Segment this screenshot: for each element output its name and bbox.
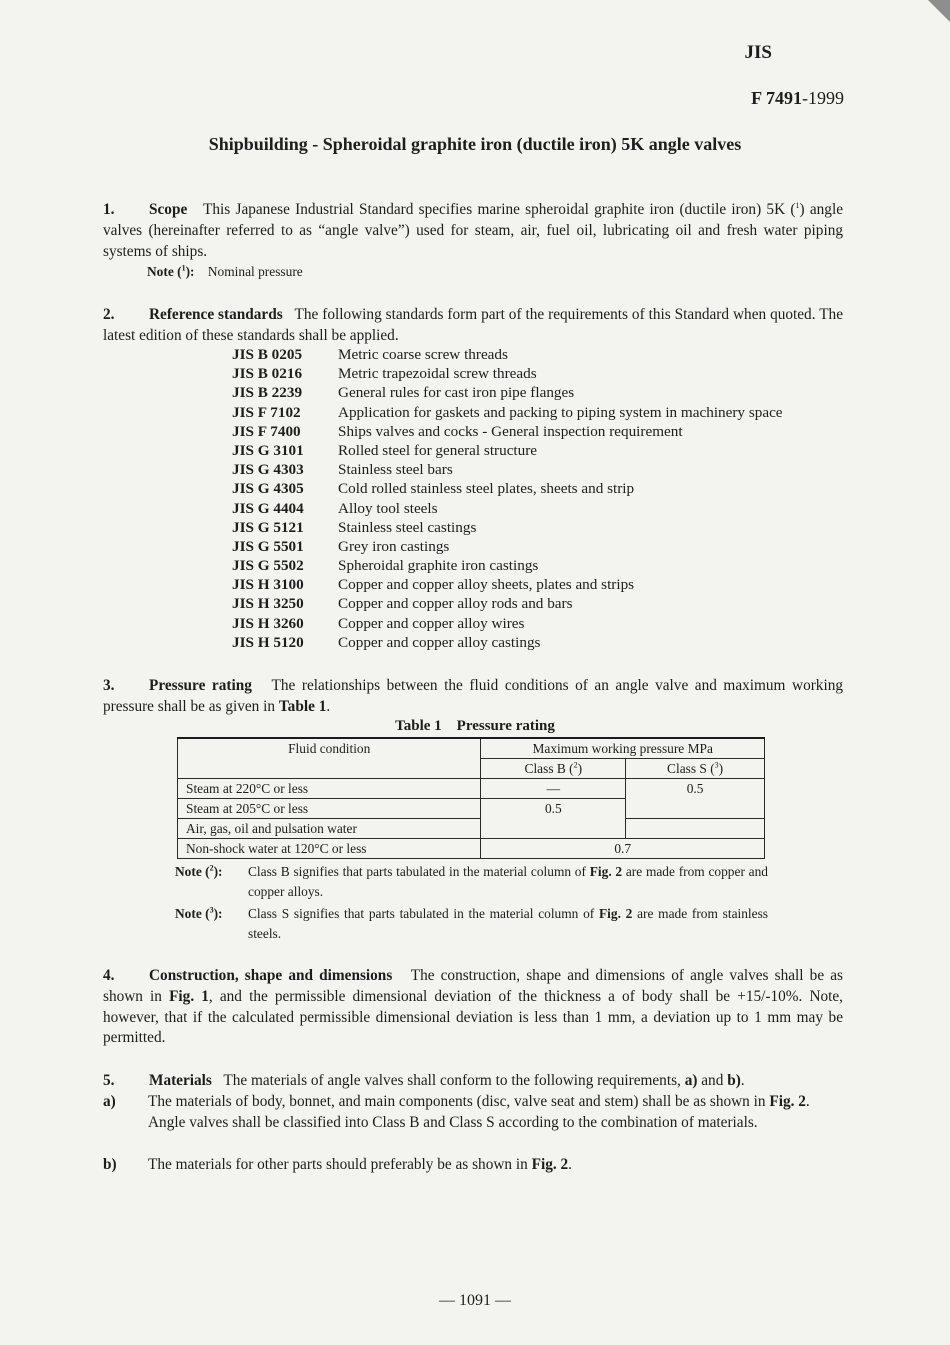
reference-code: JIS H 3100 [232, 576, 304, 594]
header-fluid-condition: Fluid condition [178, 738, 481, 779]
section-reference-standards [103, 305, 843, 347]
section-number: 2. [103, 306, 115, 323]
reference-code: JIS B 0216 [232, 365, 303, 383]
figure-reference: Fig. 1 [169, 987, 209, 1005]
figure-reference: Fig. 2 [531, 1156, 569, 1173]
header-number [751, 88, 844, 109]
note-label-text: Note ( [175, 864, 210, 879]
section-heading: Materials [149, 1072, 212, 1089]
reference-code: JIS G 4404 [232, 499, 304, 517]
section-text-mid: and [697, 1072, 728, 1089]
item-reference: b) [727, 1072, 741, 1089]
document-title: Shipbuilding - Spheroidal graphite iron (ductile iron) 5K angle valves [208, 134, 742, 154]
note-label [147, 264, 195, 279]
note-text [248, 862, 768, 902]
note-sup: 3 [209, 905, 214, 915]
item-text-end: . [568, 1156, 572, 1173]
reference-code: JIS F 7102 [232, 403, 301, 421]
reference-title: Metric coarse screw threads [338, 346, 508, 363]
reference-item [232, 383, 783, 402]
table-note-2 [175, 862, 775, 902]
item-text-end: . [805, 1093, 810, 1110]
reference-item [232, 518, 783, 537]
note-label-text: Note ( [147, 264, 182, 279]
reference-item [232, 575, 783, 594]
section-text: The relationships between the fluid conditions of an angle valve and maximum working pressure shall be as given in [103, 677, 844, 715]
header-standard: JIS [744, 42, 772, 63]
item-text [148, 1155, 845, 1176]
item-text [148, 1092, 845, 1134]
header-year: -1999 [802, 88, 844, 108]
page-corner-fold [928, 0, 950, 22]
section-text-cont: ) angle valves (hereinafter referred to as “angle valve”) used for steam, air, fuel oil, lubricating oil and fresh water piping systems of ships. [103, 201, 843, 260]
table-note-3 [175, 904, 775, 944]
reference-item [232, 364, 783, 383]
reference-title: Alloy tool steels [338, 499, 438, 517]
note-text: Nominal pressure [207, 264, 303, 279]
section-text-cont: , and the permissible dimensional deviation of the thickness a of body shall be +15/-10%. Note, however, that if the calculated permissible dimensional deviation is less than 1 mm, a deviation up to 1 mm may be permitted. [103, 987, 843, 1047]
section-text: The construction, shape and dimensions of angle valves shall be as shown in [103, 967, 843, 1005]
item-reference: a) [684, 1072, 698, 1089]
reference-item [232, 633, 783, 652]
reference-title: Copper and copper alloy wires [338, 614, 525, 632]
materials-item-a [103, 1092, 845, 1154]
reference-title: General rules for cast iron pipe flanges [338, 384, 575, 402]
fluid-cell: Steam at 220°C or less [178, 779, 481, 799]
class-b-sup: 2 [573, 760, 578, 770]
section-materials [103, 1071, 843, 1092]
table-row [178, 779, 765, 799]
section-heading: Reference standards [149, 306, 283, 323]
reference-code: JIS F 7400 [232, 422, 301, 440]
reference-list [232, 345, 783, 652]
reference-code: JIS G 5501 [232, 537, 304, 555]
table-header-row [178, 738, 765, 759]
pressure-rating-table [177, 737, 765, 859]
reference-title: Copper and copper alloy sheets, plates and strips [338, 576, 635, 594]
class-b-cell: — [481, 779, 626, 799]
header-max-pressure: Maximum working pressure MPa [481, 738, 765, 759]
table-caption: Table 1 Pressure rating [395, 718, 555, 734]
reference-title: Metric trapezoidal screw threads [338, 365, 537, 383]
section-construction [103, 966, 843, 1049]
reference-code: JIS G 4303 [232, 461, 304, 479]
reference-code: JIS G 5502 [232, 557, 304, 575]
class-s-close: ) [718, 761, 724, 776]
materials-item-b [103, 1155, 845, 1177]
note-label-end: ): [213, 864, 223, 879]
reference-item [232, 614, 783, 633]
reference-title: Spheroidal graphite iron castings [338, 557, 539, 575]
item-label: a) [103, 1093, 116, 1110]
fluid-cell: Non-shock water at 120°C or less [178, 839, 481, 859]
reference-code: JIS G 5121 [232, 518, 304, 536]
header-class-s [626, 759, 765, 779]
note-text-a: Class B signifies that parts tabulated in the material column of [248, 864, 590, 879]
reference-title: Stainless steel castings [338, 518, 477, 536]
note-text-b: are made from copper and copper alloys. [248, 864, 768, 899]
section-number: 3. [103, 677, 115, 694]
reference-title: Stainless steel bars [338, 461, 453, 479]
reference-title: Cold rolled stainless steel plates, sheets and strip [338, 480, 635, 498]
reference-item [232, 460, 783, 479]
reference-item [232, 422, 783, 441]
section-heading: Construction, shape and dimensions [149, 967, 393, 984]
reference-code: JIS H 3250 [232, 595, 304, 613]
header-number-code: F 7491 [751, 88, 802, 108]
class-b-cell: 0.5 [481, 799, 626, 839]
reference-item [232, 441, 783, 460]
class-s-cell: 0.5 [626, 779, 765, 819]
note-label [175, 904, 223, 924]
note-text [248, 904, 768, 944]
section-scope [103, 200, 843, 262]
figure-reference: Fig. 2 [589, 864, 623, 879]
reference-code: JIS B 0205 [232, 346, 303, 363]
figure-reference: Fig. 2 [598, 906, 633, 921]
item-label: b) [103, 1156, 117, 1173]
table-row [178, 839, 765, 859]
class-s-label: Class S ( [667, 761, 715, 776]
section-heading: Pressure rating [149, 677, 252, 694]
note-label [175, 862, 223, 882]
reference-title: Copper and copper alloy rods and bars [338, 595, 573, 613]
class-s-sup: 3 [714, 760, 719, 770]
class-s-empty-cell [626, 819, 765, 839]
note-text-a: Class S signifies that parts tabulated in the material column of [248, 906, 599, 921]
reference-item [232, 403, 783, 422]
section-number: 1. [103, 201, 115, 218]
section-number: 4. [103, 967, 115, 984]
reference-item [232, 537, 783, 556]
reference-title: Application for gaskets and packing to piping system in machinery space [338, 403, 783, 421]
reference-title: Copper and copper alloy castings [338, 633, 541, 651]
reference-title: Ships valves and cocks - General inspection requirement [338, 422, 683, 440]
reference-code: JIS G 3101 [232, 441, 304, 459]
note-label-text: Note ( [175, 906, 210, 921]
fluid-cell: Steam at 205°C or less [178, 799, 481, 819]
note-label-end: ): [213, 906, 223, 921]
reference-title: Rolled steel for general structure [338, 441, 538, 459]
item-text-a: The materials of body, bonnet, and main components (disc, valve seat and stem) shall be as shown in [148, 1093, 770, 1110]
note-sup: 1 [181, 263, 186, 273]
reference-title: Grey iron castings [338, 537, 450, 555]
section-text: The materials of angle valves shall conform to the following requirements, [223, 1072, 685, 1089]
class-both-cell: 0.7 [481, 839, 765, 859]
note-sup: 2 [209, 863, 214, 873]
reference-code: JIS B 2239 [232, 384, 303, 402]
reference-item [232, 556, 783, 575]
table-reference: Table 1 [278, 697, 327, 715]
header-class-b [481, 759, 626, 779]
scope-note [147, 262, 303, 282]
reference-code: JIS H 3260 [232, 614, 304, 632]
reference-code: JIS H 5120 [232, 633, 304, 651]
table-row [178, 819, 765, 839]
figure-reference: Fig. 2 [769, 1093, 806, 1110]
reference-item [232, 345, 783, 364]
section-text-end: . [740, 1072, 745, 1089]
footnote-marker: 1 [795, 200, 800, 210]
class-b-close: ) [577, 761, 583, 776]
section-text-end: . [326, 697, 331, 715]
section-pressure-rating [103, 676, 843, 718]
reference-item [232, 479, 783, 498]
reference-item [232, 499, 783, 518]
note-text-b: are made from stainless steels. [248, 906, 769, 941]
item-text-a: The materials for other parts should preferably be as shown in [148, 1156, 532, 1173]
page-number: — 1091 — [439, 1292, 511, 1309]
note-label-end: ): [185, 264, 195, 279]
reference-code: JIS G 4305 [232, 480, 304, 498]
section-text: The following standards form part of the requirements of this Standard when quoted. The latest edition of these standards shall be applied. [103, 306, 843, 344]
item-text-b: Angle valves shall be classified into Class B and Class S according to the combination of materials. [148, 1113, 758, 1131]
section-number: 5. [103, 1072, 115, 1089]
fluid-cell: Air, gas, oil and pulsation water [178, 819, 481, 839]
class-b-label: Class B ( [524, 761, 574, 776]
section-heading: Scope [149, 201, 188, 218]
section-text: This Japanese Industrial Standard specifies marine spheroidal graphite iron (ductile iron) 5K ( [203, 201, 796, 218]
reference-item [232, 594, 783, 613]
